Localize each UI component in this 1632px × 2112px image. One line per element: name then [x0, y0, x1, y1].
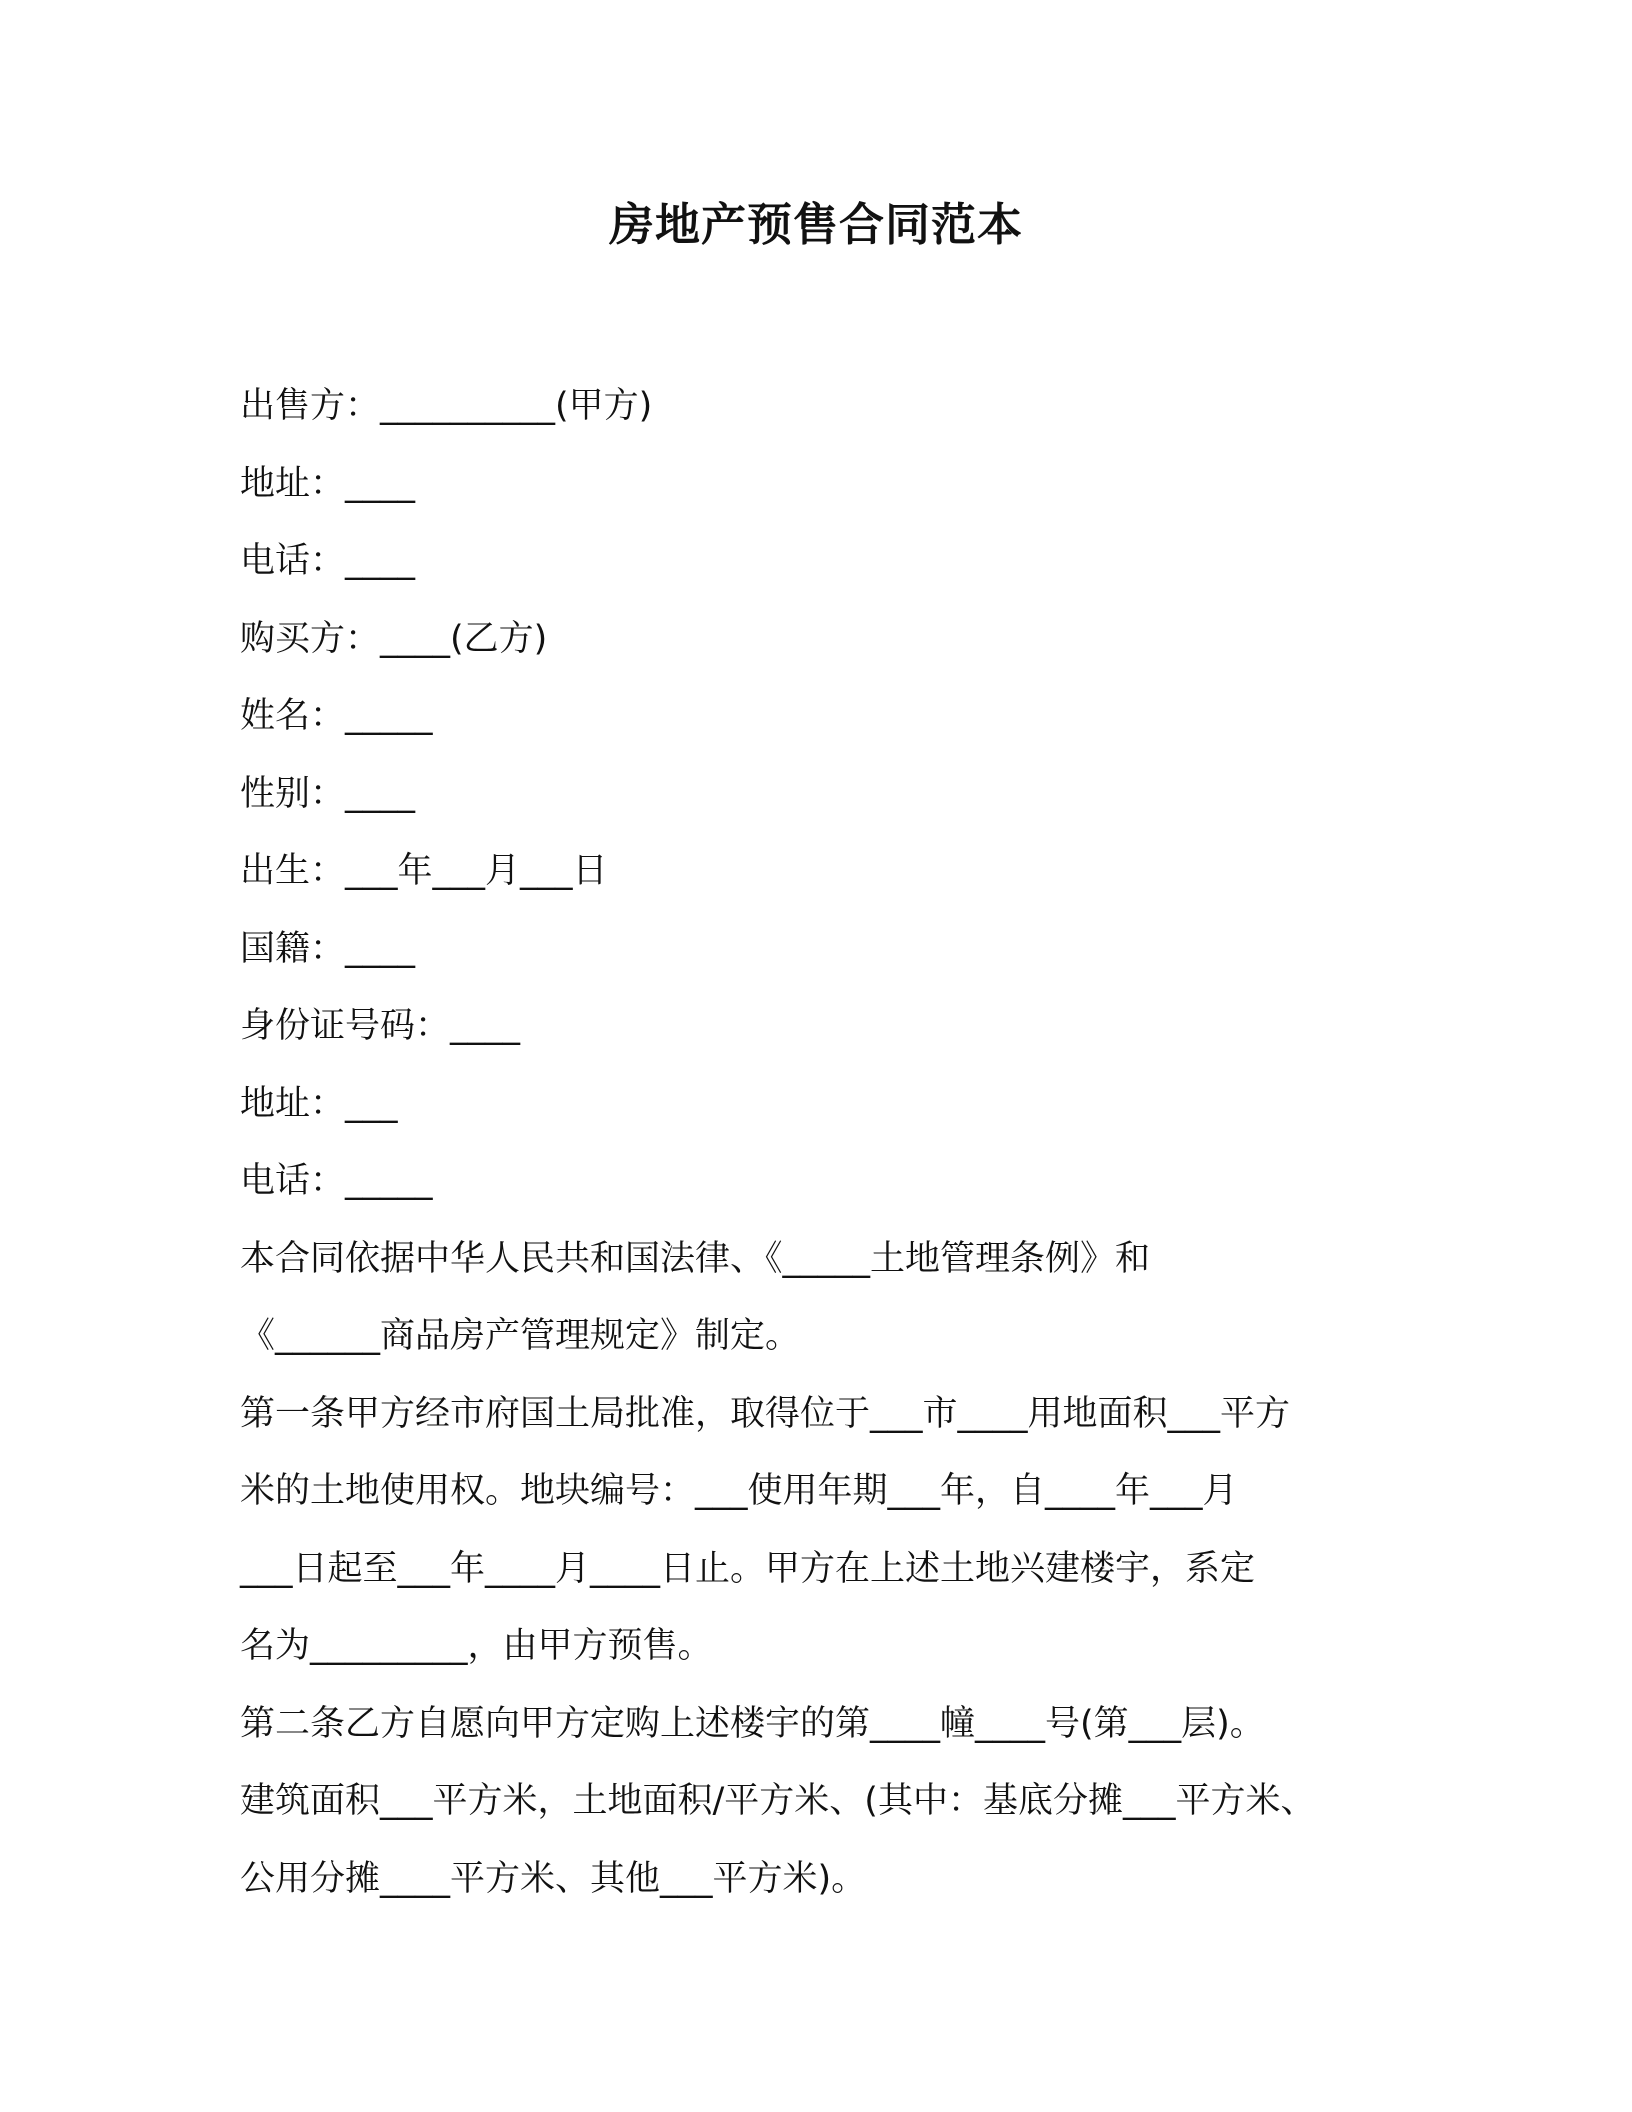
- buyer-line: 购买方：____(乙方): [240, 618, 548, 659]
- buyer-id-line: 身份证号码：____: [240, 1006, 521, 1046]
- document-title: 房地产预售合同范本: [608, 198, 1023, 251]
- article-1-line-4: 名为_________，由甲方预售。: [240, 1626, 713, 1666]
- article-1-line-2: 米的土地使用权。地块编号：___使用年期___年，自____年___月: [240, 1471, 1238, 1511]
- article-2-line-2: 建筑面积___平方米，土地面积/平方米、(其中：基底分摊___平方米、: [240, 1781, 1316, 1821]
- seller-address-line: 地址：____: [240, 463, 416, 504]
- seller-line: 出售方：__________(甲方): [240, 386, 653, 426]
- buyer-gender-line: 性别：____: [240, 773, 416, 814]
- buyer-nationality-line: 国籍：____: [240, 928, 416, 969]
- buyer-address-line: 地址：___: [240, 1083, 398, 1124]
- article-1-line-3: ___日起至___年____月____日止。甲方在上述土地兴建楼宇，系定: [240, 1548, 1256, 1589]
- seller-phone-line: 电话：____: [240, 541, 416, 581]
- buyer-name-line: 姓名：_____: [240, 696, 433, 736]
- buyer-phone-line: 电话：_____: [240, 1161, 433, 1201]
- buyer-birth-line: 出生：___年___月___日: [240, 851, 608, 891]
- contract-basis-line-2: 《______商品房产管理规定》制定。: [240, 1316, 801, 1356]
- article-2-line-1: 第二条乙方自愿向甲方定购上述楼宇的第____幢____号(第___层)。: [240, 1703, 1265, 1744]
- article-2-line-3: 公用分摊____平方米、其他___平方米)。: [240, 1858, 867, 1899]
- article-1-line-1: 第一条甲方经市府国土局批准，取得位于___市____用地面积___平方: [240, 1393, 1291, 1434]
- contract-basis-line-1: 本合同依据中华人民共和国法律、《_____土地管理条例》和: [240, 1238, 1151, 1279]
- document-body: [240, 368, 1400, 1918]
